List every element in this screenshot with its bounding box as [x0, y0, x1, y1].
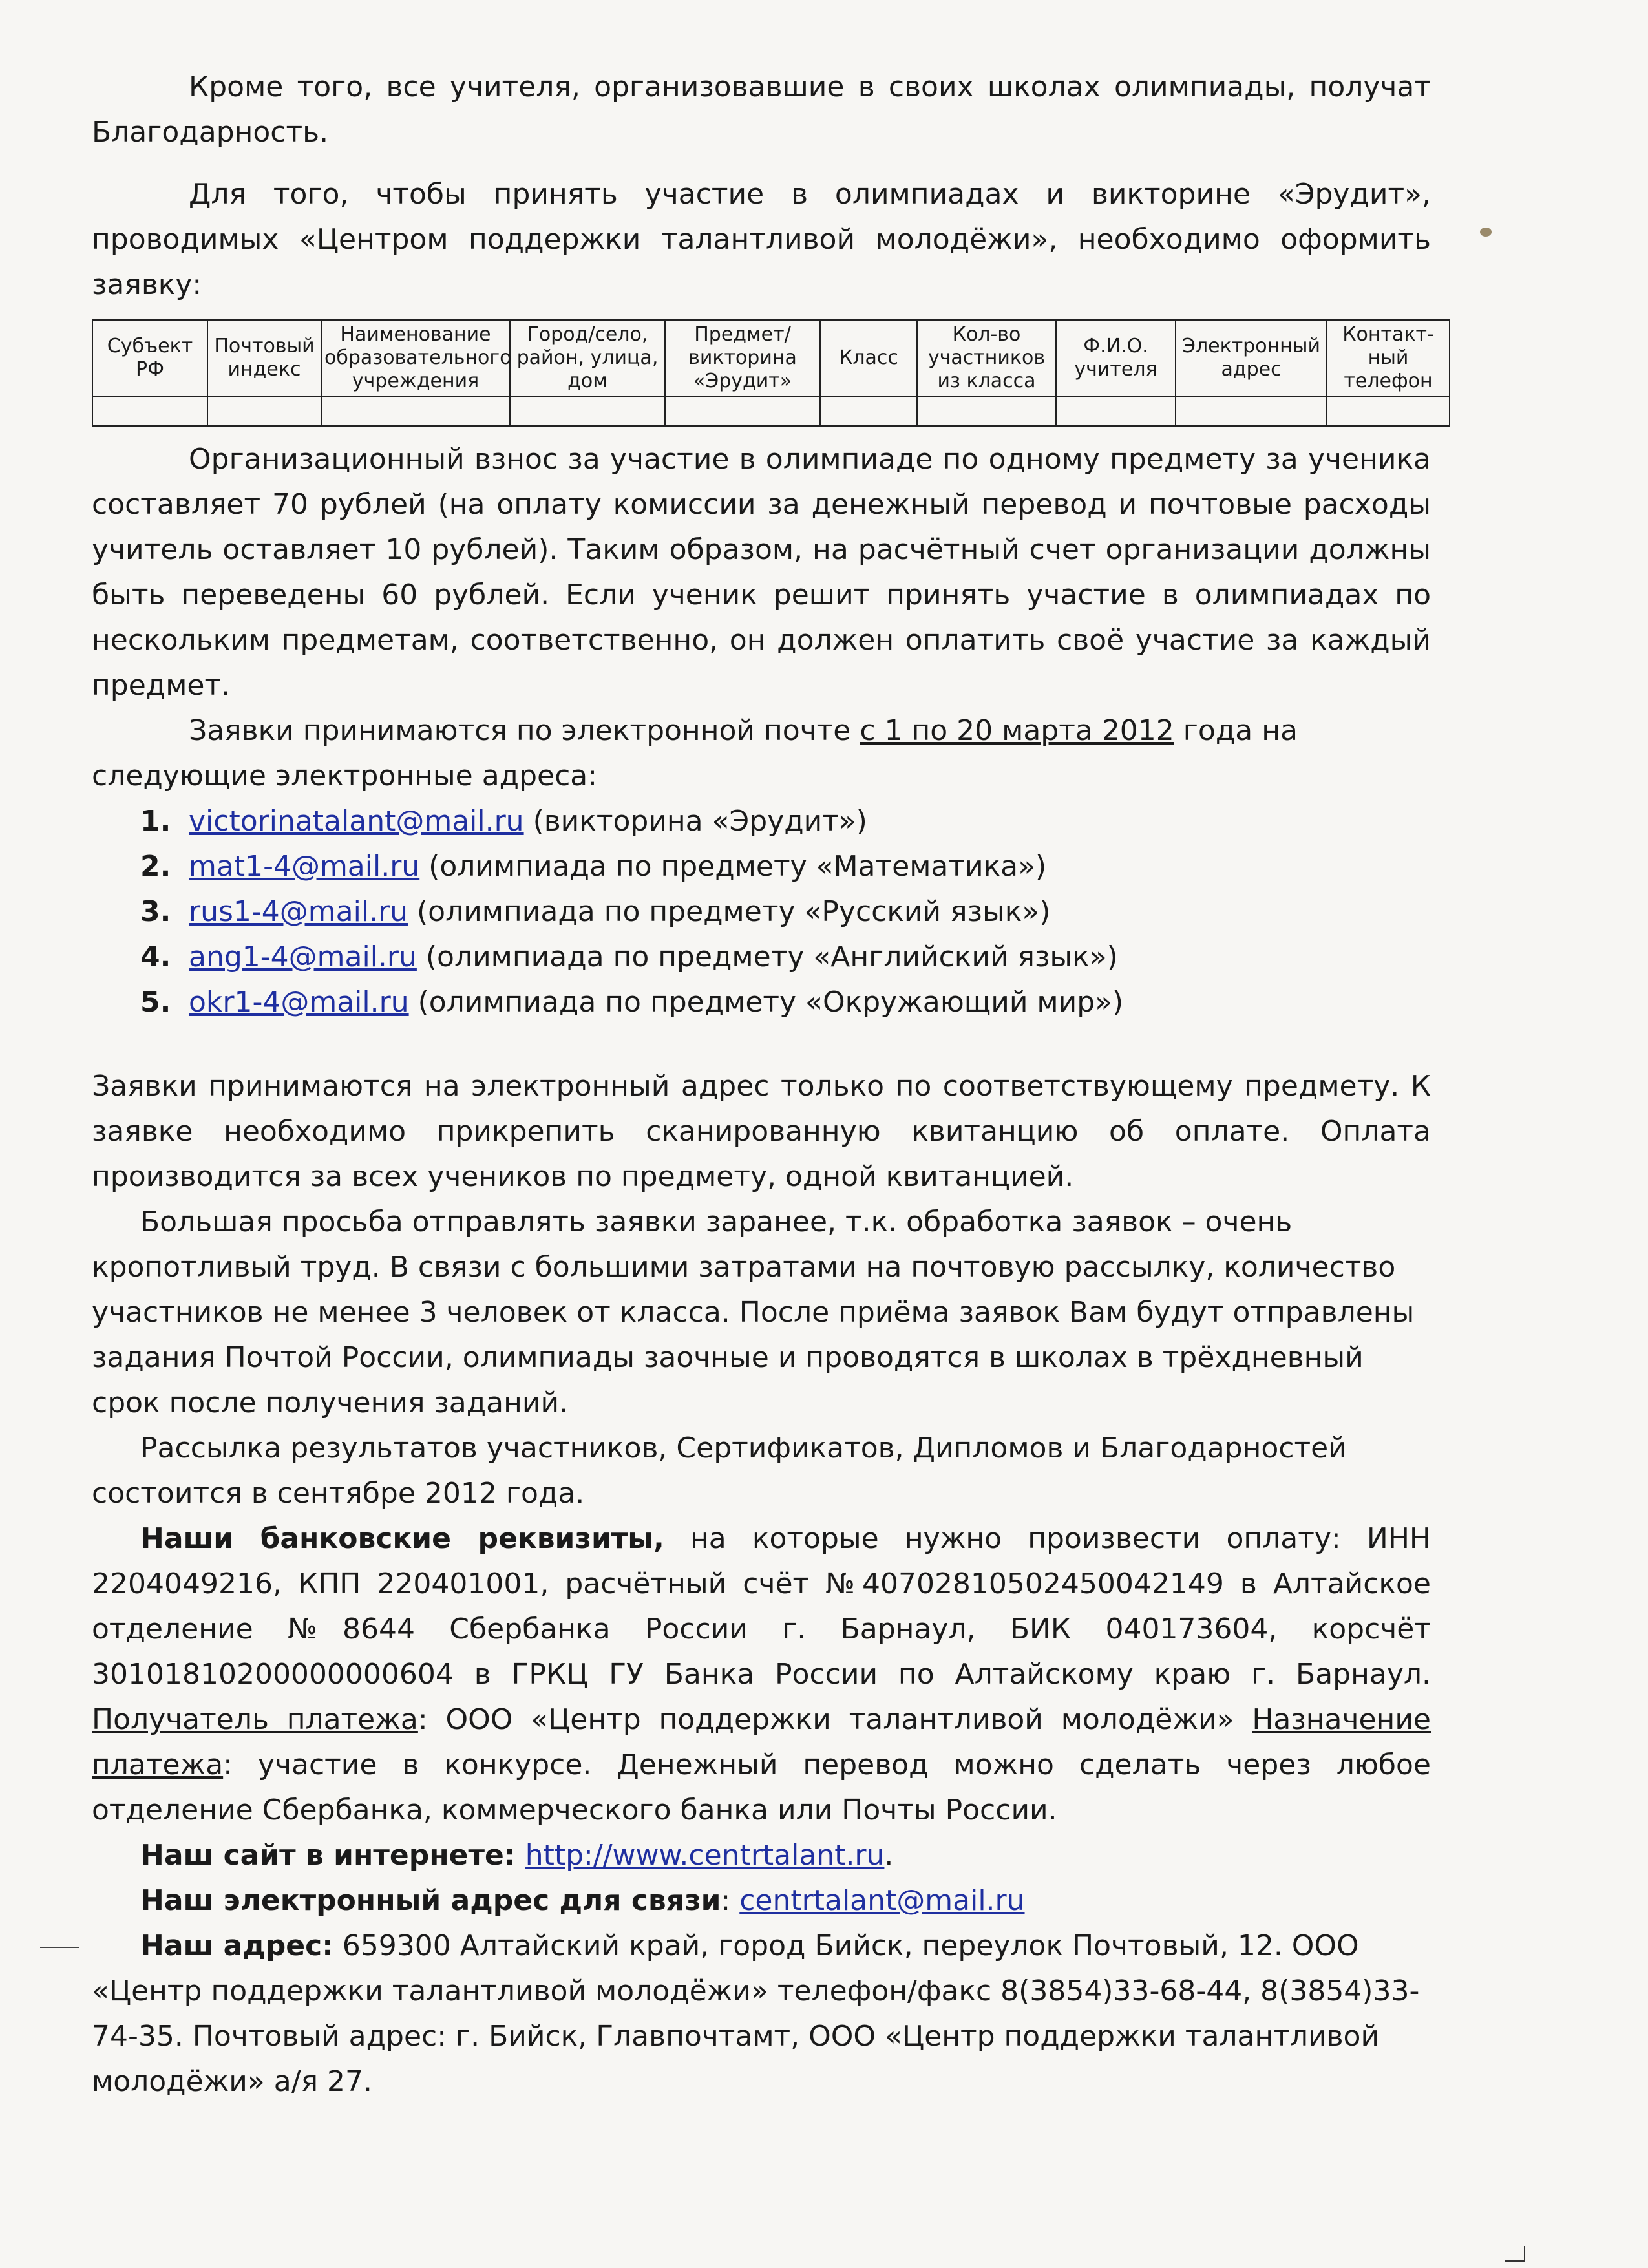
- scan-speck: [1480, 228, 1492, 237]
- paragraph-results: Рассылка результатов участников, Сертификатов, Дипломов и Благодарностей состоится в сентябре 2012 года.: [92, 1432, 1347, 1510]
- paragraph-bank-details: Наши банковские реквизиты, на которые нужно произвести оплату: ИНН 2204049216, КПП 220401001, расчётный счёт №40702810502450042149 в Алтайское отделение №8644 Сбербанка России г. Барнаул, БИК 040173604, корсчёт 30101810200000000604 в ГРКЦ ГУ Банка России по Алтайскому краю г. Барнаул. Получатель платежа: ООО «Центр поддержки талантливой молодёжи» Назначение платежа: участие в конкурсе. Денежный перевод можно сделать через любое отделение Сбербанка, коммерческого банка или Почты России.: [92, 1522, 1431, 1827]
- list-item: 5. okr1-4@mail.ru (олимпиада по предмету «Окружающий мир»): [140, 986, 1124, 1019]
- table-cell: [1176, 396, 1327, 426]
- email-link[interactable]: rus1-4@mail.ru: [189, 895, 408, 928]
- col-subject-quiz: Предмет/ викторина «Эрудит»: [665, 320, 820, 396]
- table-cell: [1327, 396, 1450, 426]
- email-link[interactable]: victorinatalant@mail.ru: [189, 805, 524, 838]
- col-subject: Субъект РФ: [92, 320, 207, 396]
- col-postal-index: Почтовый индекс: [207, 320, 321, 396]
- list-item: 3. rus1-4@mail.ru (олимпиада по предмету «Русский язык»): [140, 895, 1051, 928]
- email-link[interactable]: okr1-4@mail.ru: [189, 986, 409, 1019]
- contact-email-link[interactable]: centrtalant@mail.ru: [739, 1884, 1025, 1917]
- application-form-table: [92, 319, 1450, 427]
- bank-label: Наши банковские реквизиты,: [140, 1522, 664, 1555]
- paragraph-gratitude: Кроме того, все учителя, организовавшие в своих школах олимпиады, получат Благодарность.: [92, 70, 1431, 149]
- table-cell: [820, 396, 917, 426]
- email-link[interactable]: mat1-4@mail.ru: [189, 850, 420, 883]
- table-cell: [1056, 396, 1176, 426]
- table-cell: [92, 396, 207, 426]
- table-cell: [207, 396, 321, 426]
- website-label: Наш сайт в интернете:: [140, 1839, 525, 1872]
- email-list: [92, 799, 1431, 1025]
- submission-dates: с 1 по 20 марта 2012: [860, 714, 1174, 747]
- table-empty-row: [92, 396, 1450, 426]
- col-teacher-name: Ф.И.О. учителя: [1056, 320, 1176, 396]
- email-link[interactable]: ang1-4@mail.ru: [189, 940, 417, 973]
- paragraph-contact-email: Наш электронный адрес для связи: centrtalant@mail.ru: [140, 1884, 1025, 1917]
- paragraph-fee: Организационный взнос за участие в олимпиаде по одному предмету за ученика составляет 70 рублей (на оплату комиссии за денежный перевод и почтовые расходы учитель оставляет 10 рублей). Таким образом, на расчётный счет организации должны быть переведены 60 рублей. Если ученик решит принять участие в олимпиадах по нескольким предметам, соответственно, он должен оплатить своё участие за каждый предмет.: [92, 443, 1431, 702]
- recipient-label: Получатель платежа: [92, 1703, 418, 1736]
- address-label: Наш адрес:: [140, 1929, 333, 1962]
- col-address: Город/село, район, улица, дом: [510, 320, 665, 396]
- purpose-label: Назначение платежа: [92, 1703, 1431, 1781]
- margin-dash-mark: [40, 1947, 79, 1948]
- list-item: 2. mat1-4@mail.ru (олимпиада по предмету «Математика»): [140, 850, 1047, 883]
- col-school-name: Наименование образовательного учреждения: [321, 320, 510, 396]
- website-link[interactable]: http://www.centrtalant.ru: [525, 1839, 885, 1872]
- paragraph-subject-rules: Заявки принимаются на электронный адрес только по соответствующему предмету. К заявке необходимо прикрепить сканированную квитанцию об оплате. Оплата производится за всех учеников по предмету, одной квитанцией.: [92, 1070, 1431, 1193]
- table-cell: [917, 396, 1056, 426]
- col-phone: Контакт-ный телефон: [1327, 320, 1450, 396]
- table-header-row: [92, 320, 1450, 396]
- table-cell: [510, 396, 665, 426]
- col-participants-count: Кол-во участников из класса: [917, 320, 1056, 396]
- col-class: Класс: [820, 320, 917, 396]
- paragraph-request: Большая просьба отправлять заявки заранее, т.к. обработка заявок – очень кропотливый труд. В связи с большими затратами на почтовую рассылку, количество участников не менее 3 человек от класса. После приёма заявок Вам будут отправлены задания Почтой России, олимпиады заочные и проводятся в школах в трёхдневный срок после получения заданий.: [92, 1205, 1415, 1419]
- paragraph-address: Наш адрес: 659300 Алтайский край, город Бийск, переулок Почтовый, 12. ООО «Центр поддержки талантливой молодёжи» телефон/факс 8(3854)33-68-44, 8(3854)33-74-35. Почтовый адрес: г. Бийск, Главпочтамт, ООО «Центр поддержки талантливой молодёжи» а/я 27.: [92, 1929, 1420, 2098]
- list-item: 1. victorinatalant@mail.ru (викторина «Эрудит»): [140, 805, 867, 838]
- paragraph-submission: Заявки принимаются по электронной почте с 1 по 20 марта 2012 года на следующие электронные адреса:: [92, 714, 1298, 792]
- col-email: Электронный адрес: [1176, 320, 1327, 396]
- list-item: 4. ang1-4@mail.ru (олимпиада по предмету «Английский язык»): [140, 940, 1118, 973]
- table-cell: [321, 396, 510, 426]
- letter-body: [92, 65, 1434, 2104]
- corner-crop-mark: [1505, 2246, 1525, 2262]
- paragraph-application-intro: Для того, чтобы принять участие в олимпиадах и викторине «Эрудит», проводимых «Центром поддержки талантливой молодёжи», необходимо оформить заявку:: [92, 178, 1431, 301]
- contact-email-label: Наш электронный адрес для связи: [140, 1884, 721, 1917]
- table-cell: [665, 396, 820, 426]
- paragraph-website: Наш сайт в интернете: http://www.centrtalant.ru.: [140, 1839, 894, 1872]
